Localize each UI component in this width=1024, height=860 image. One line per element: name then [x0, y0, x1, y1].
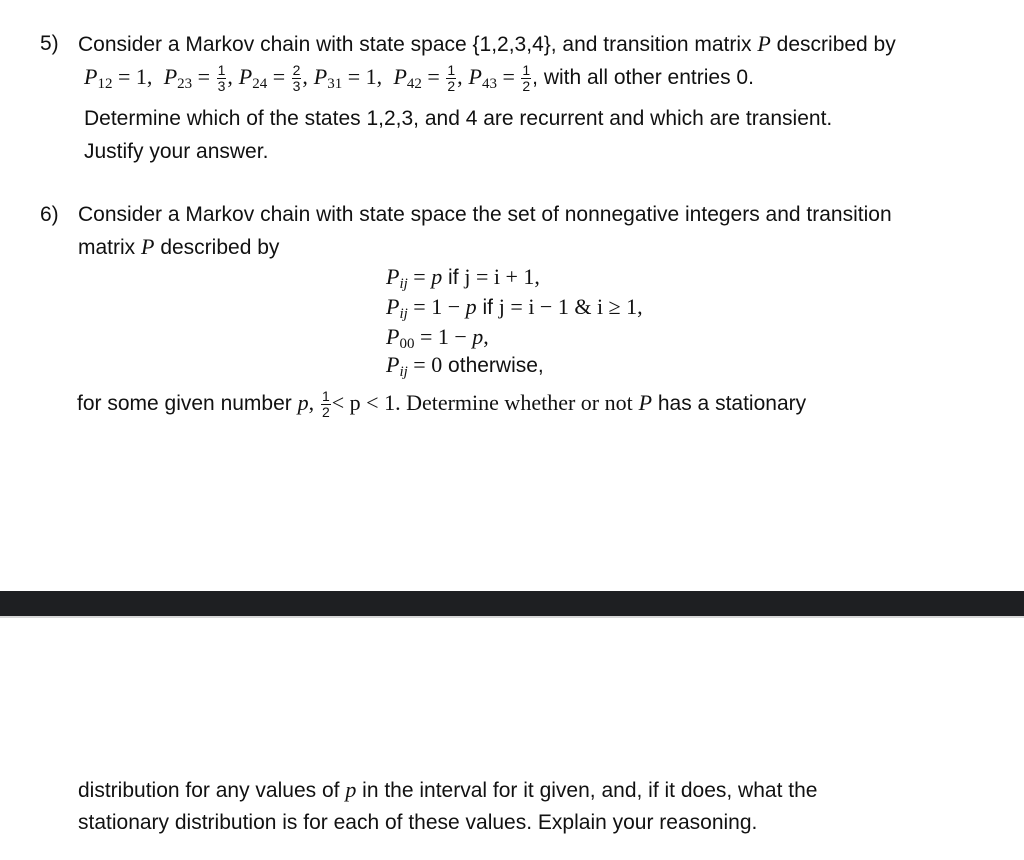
page-separator-band — [0, 591, 1024, 616]
q5-frac-24: $\frac{2}{3}$ — [292, 62, 301, 94]
q6-continuation-2: stationary distribution is for each of these values. Explain your reasoning. — [78, 811, 758, 834]
q5-frac-23: $\frac{1}{3}$ — [217, 62, 226, 94]
q5-intro-line — [78, 31, 896, 57]
q6-intro-line2: matrix P described by — [78, 234, 280, 259]
q6-matrix-symbol: P — [141, 234, 155, 259]
q5-entry-23: $P_{23}$ = — [163, 64, 216, 93]
q6-given-line: for some given number p, $\frac{1}{2}$ < p < 1. Determine whether or not P has a stationary — [77, 388, 807, 420]
q5-frac-42: $\frac{1}{2}$ — [447, 62, 456, 94]
q5-described-by: described by — [776, 33, 896, 56]
page-separator-edge — [0, 616, 1024, 618]
q6-number: 6) — [40, 203, 59, 226]
q5-entry-43: $P_{43}$ = — [468, 64, 521, 93]
q5-entries-line: $P_{12} = 1$, $P_{23}$ = $\frac{1}{3}$ , $P_{24}$ = $\frac{2}{3}$ , $P_{31} = 1$, $P_{42}$ = $\frac{1}{2}$ , $P_{43}$ = $\frac{1}{2}$ , with all other entries 0. — [84, 62, 754, 94]
q5-question: Determine which of the states 1,2,3, and 4 are recurrent and which are transient. — [84, 107, 833, 130]
q6-rule-4: $P_{ij} = 0$ otherwise, — [386, 352, 544, 380]
q6-rule-3: $P_{00} = 1 - p$, — [386, 324, 489, 352]
q5-entry-42: $P_{42}$ = — [393, 64, 446, 93]
q5-entry-12: $P_{12} = 1$, — [84, 64, 158, 93]
q6-intro: Consider a Markov chain with state space the set of nonnegative integers and transition — [78, 203, 892, 226]
q6-rule-1: $P_{ij} = p$ if j = i + 1, — [386, 264, 540, 292]
q5-matrix-symbol: P — [757, 31, 771, 56]
q5-entry-24: $P_{24}$ = — [238, 64, 291, 93]
q5-frac-43: $\frac{1}{2}$ — [522, 62, 531, 94]
q5-number: 5) — [40, 32, 59, 55]
q5-intro: Consider a Markov chain with state space {1,2,3,4}, and transition matrix — [78, 33, 752, 56]
q6-rule-2: $P_{ij} = 1 - p$ if j = i − 1 & i ≥ 1, — [386, 294, 643, 322]
q5-justify: Justify your answer. — [84, 140, 269, 163]
q5-other-entries: , with all other entries 0. — [532, 66, 754, 90]
q5-entry-31: $P_{31} = 1$, — [313, 64, 388, 93]
q6-continuation-1: distribution for any values of p in the interval for it given, and, if it does, what the — [78, 777, 818, 802]
q6-half-fraction: $\frac{1}{2}$ — [321, 388, 330, 420]
